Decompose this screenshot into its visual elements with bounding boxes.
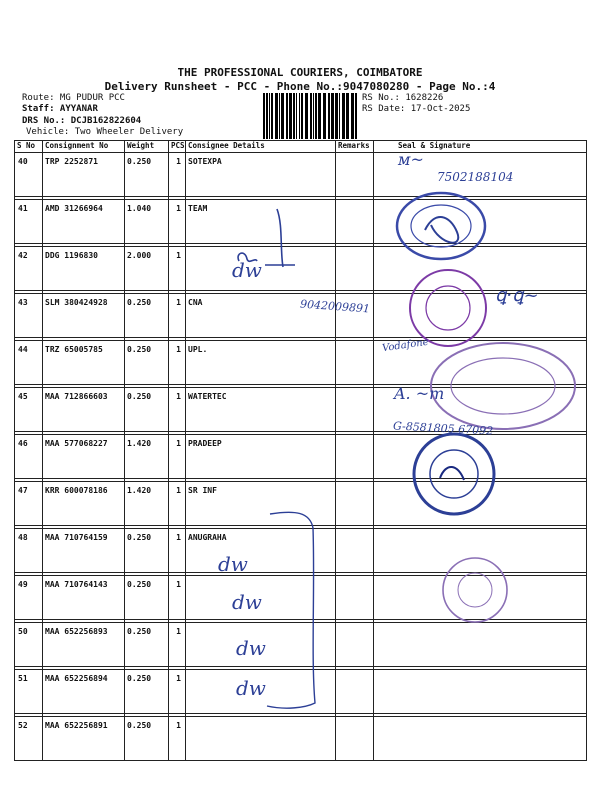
- signature-row40: ᴍ~: [398, 150, 424, 169]
- cell-consignment-no: MAA 652256893: [43, 623, 125, 667]
- cell-consignee: SR INF: [186, 482, 336, 526]
- cell-sno: 46: [15, 435, 43, 479]
- cell-weight: 0.250: [125, 388, 169, 432]
- company-title: THE PROFESSIONAL COURIERS, COIMBATORE: [177, 66, 423, 79]
- barcode-image: [262, 93, 358, 143]
- cell-consignment-no: DDG 1196830: [43, 247, 125, 291]
- cell-sno: 42: [15, 247, 43, 291]
- cell-consignee: TEAM: [186, 200, 336, 244]
- cell-pcs: 1: [169, 576, 186, 620]
- rs-date: RS Date: 17-Oct-2025: [362, 104, 471, 114]
- cell-sno: 45: [15, 388, 43, 432]
- cell-pcs: 1: [169, 341, 186, 385]
- barcode-bar: [310, 93, 312, 139]
- cell-pcs: 1: [169, 482, 186, 526]
- cell-seal-signature: [374, 670, 587, 714]
- cell-sno: 50: [15, 623, 43, 667]
- barcode-bar: [323, 93, 326, 139]
- barcode-bar: [293, 93, 295, 139]
- cell-consignee: PRADEEP: [186, 435, 336, 479]
- cell-sno: 51: [15, 670, 43, 714]
- barcode-bar: [301, 93, 303, 139]
- col-header-sno: S No: [15, 141, 43, 153]
- barcode-bar: [269, 93, 270, 139]
- barcode-bar: [275, 93, 278, 139]
- vehicle-label: Vehicle: Two Wheeler Delivery: [26, 127, 184, 137]
- cell-remarks: [336, 717, 374, 761]
- barcode-bar: [331, 93, 334, 139]
- cell-sno: 44: [15, 341, 43, 385]
- cell-consignment-no: KRR 600078186: [43, 482, 125, 526]
- signature-dw-5: dw: [232, 258, 262, 282]
- cell-consignment-no: MAA 712866603: [43, 388, 125, 432]
- table-row: [15, 435, 587, 479]
- route-label: Route: MG PUDUR PCC: [22, 93, 125, 103]
- cell-weight: 1.420: [125, 435, 169, 479]
- table-row: [15, 717, 587, 761]
- cell-consignee: ANUGRAHA: [186, 529, 336, 573]
- runsheet-subtitle: Delivery Runsheet - PCC - Phone No.:9047080280 - Page No.:4: [104, 80, 496, 93]
- signature-dw-3: dw: [236, 636, 266, 660]
- stamp-cna-coatings: [402, 268, 494, 348]
- cell-pcs: 1: [169, 388, 186, 432]
- cell-remarks: [336, 247, 374, 291]
- cell-weight: 0.250: [125, 153, 169, 197]
- cell-consignment-no: MAA 652256894: [43, 670, 125, 714]
- cell-remarks: [336, 388, 374, 432]
- cell-remarks: [336, 529, 374, 573]
- handwritten-phone-46: G-8581805 67092: [392, 419, 494, 438]
- cell-weight: 1.040: [125, 200, 169, 244]
- barcode-bar: [339, 93, 340, 139]
- barcode-bar: [351, 93, 354, 139]
- cell-sno: 49: [15, 576, 43, 620]
- cell-pcs: 1: [169, 623, 186, 667]
- col-header-weight: Weight: [125, 141, 169, 153]
- handwritten-phone-43: 9042009891: [299, 297, 371, 316]
- cell-pcs: 1: [169, 153, 186, 197]
- barcode-bar: [328, 93, 330, 139]
- stamp-sam-enterprises: [395, 190, 490, 262]
- cell-sno: 52: [15, 717, 43, 761]
- col-header-consignment: Consignment No: [43, 141, 125, 153]
- handwritten-phone-top: 7502188104: [437, 170, 514, 184]
- cell-weight: 0.250: [125, 717, 169, 761]
- barcode-bar: [355, 93, 357, 139]
- cell-consignee: WATERTEC: [186, 388, 336, 432]
- cell-consignment-no: MAA 710764159: [43, 529, 125, 573]
- cell-remarks: [336, 576, 374, 620]
- cell-consignment-no: TRZ 65005785: [43, 341, 125, 385]
- barcode-bar: [266, 93, 268, 139]
- barcode-bar: [299, 93, 300, 139]
- cell-pcs: 1: [169, 670, 186, 714]
- cell-consignee: SOTEXPA: [186, 153, 336, 197]
- cell-sno: 43: [15, 294, 43, 338]
- cell-consignee: CNA: [186, 294, 336, 338]
- cell-sno: 41: [15, 200, 43, 244]
- stamp-watertec-unit: [428, 340, 578, 432]
- signature-dw-1: dw: [218, 552, 248, 576]
- barcode-bar: [279, 93, 280, 139]
- cell-pcs: 1: [169, 294, 186, 338]
- cell-seal-signature: [374, 717, 587, 761]
- cell-pcs: 1: [169, 200, 186, 244]
- cell-consignee: [186, 717, 336, 761]
- cell-pcs: 1: [169, 529, 186, 573]
- barcode-bar: [289, 93, 292, 139]
- cell-weight: 0.250: [125, 670, 169, 714]
- stamp-sr-infra: [412, 432, 496, 516]
- barcode-bar: [335, 93, 338, 139]
- cell-consignment-no: TRP 2252871: [43, 153, 125, 197]
- stamp-anugraha-valves: [440, 555, 510, 625]
- table-header-row: [15, 141, 587, 153]
- cell-pcs: 1: [169, 247, 186, 291]
- cell-weight: 1.420: [125, 482, 169, 526]
- barcode-bar: [263, 93, 265, 139]
- cell-sno: 48: [15, 529, 43, 573]
- cell-consignment-no: MAA 652256891: [43, 717, 125, 761]
- barcode-bar: [271, 93, 273, 139]
- cell-remarks: [336, 670, 374, 714]
- cell-consignment-no: MAA 577068227: [43, 435, 125, 479]
- cell-pcs: 1: [169, 435, 186, 479]
- signature-dw-4: dw: [236, 676, 266, 700]
- barcode-bar: [313, 93, 314, 139]
- cell-remarks: [336, 341, 374, 385]
- cell-consignment-no: SLM 380424928: [43, 294, 125, 338]
- handwritten-vodafone: Vodafone: [381, 336, 430, 355]
- signature-row43: ꝗ·ꝗ~: [495, 285, 539, 306]
- barcode-bar: [296, 93, 297, 139]
- barcode-bar: [318, 93, 321, 139]
- cell-weight: 2.000: [125, 247, 169, 291]
- cell-weight: 0.250: [125, 576, 169, 620]
- col-header-pcs: PCS: [169, 141, 186, 153]
- cell-remarks: [336, 153, 374, 197]
- col-header-seal: Seal & Signature: [374, 141, 587, 153]
- cell-weight: 0.250: [125, 623, 169, 667]
- signature-row45: A. ~m: [394, 384, 445, 403]
- cell-sno: 40: [15, 153, 43, 197]
- barcode-bar: [305, 93, 308, 139]
- col-header-remarks: Remarks: [336, 141, 374, 153]
- barcode-bar: [281, 93, 284, 139]
- col-header-consignee: Consignee Details: [186, 141, 336, 153]
- cell-consignment-no: AMD 31266964: [43, 200, 125, 244]
- cell-weight: 0.250: [125, 529, 169, 573]
- cell-consignee: UPL.: [186, 341, 336, 385]
- cell-weight: 0.250: [125, 294, 169, 338]
- cell-seal-signature: [374, 623, 587, 667]
- cell-remarks: [336, 482, 374, 526]
- cell-remarks: [336, 623, 374, 667]
- staff-label: Staff: AYYANAR: [22, 104, 98, 114]
- cell-consignment-no: MAA 710764143: [43, 576, 125, 620]
- drs-number: DRS No.: DCJB162822604: [22, 116, 142, 126]
- signature-dw-2: dw: [232, 590, 262, 614]
- barcode-bar: [286, 93, 288, 139]
- bracket-mark-rows-49-52: [265, 508, 325, 713]
- barcode-bar: [342, 93, 345, 139]
- cell-sno: 47: [15, 482, 43, 526]
- cell-pcs: 1: [169, 717, 186, 761]
- cell-remarks: [336, 435, 374, 479]
- barcode-bar: [315, 93, 317, 139]
- cell-remarks: [336, 200, 374, 244]
- cell-weight: 0.250: [125, 341, 169, 385]
- rs-number: RS No.: 1628226: [362, 93, 444, 103]
- barcode-bar: [346, 93, 349, 139]
